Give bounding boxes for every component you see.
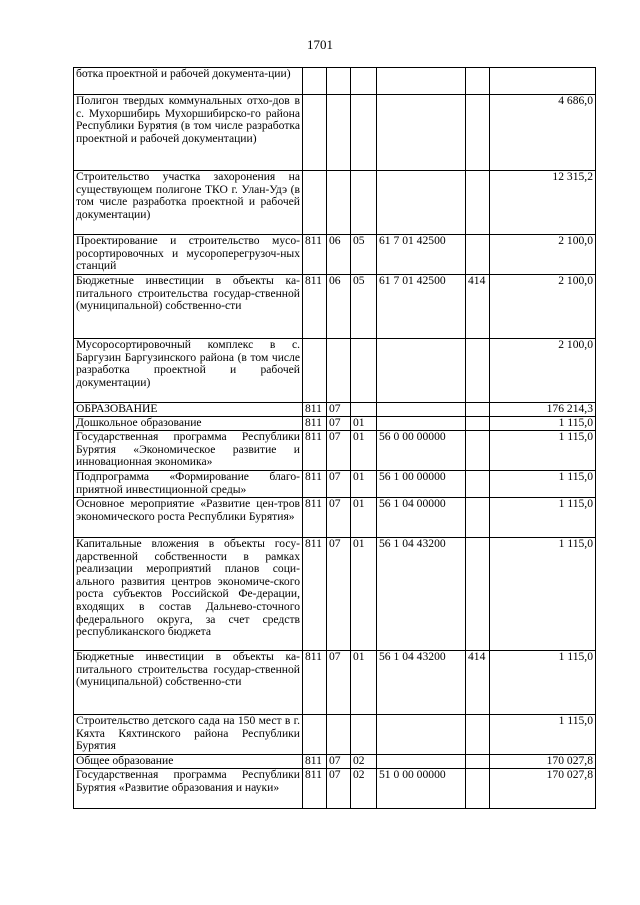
row-target-article: 56 1 00 00000 <box>377 471 466 498</box>
row-amount: 2 100,0 <box>490 339 596 403</box>
row-section <box>327 68 351 95</box>
table-row <box>74 715 596 755</box>
row-expense-type <box>466 755 490 769</box>
row-subsection: 01 <box>351 538 377 651</box>
row-name: Государственная программа Республики Бурятия «Развитие образования и науки» <box>74 769 303 809</box>
row-section <box>327 715 351 755</box>
row-amount: 170 027,8 <box>490 769 596 809</box>
table-row <box>74 235 596 275</box>
row-expense-type <box>466 431 490 471</box>
row-grbs <box>303 95 327 171</box>
row-name: ботка проектной и рабочей документа-ции) <box>74 68 303 95</box>
row-expense-type <box>466 417 490 431</box>
row-grbs: 811 <box>303 235 327 275</box>
table-row <box>74 171 596 235</box>
row-section <box>327 339 351 403</box>
row-section: 07 <box>327 417 351 431</box>
row-grbs: 811 <box>303 498 327 538</box>
row-amount: 1 115,0 <box>490 471 596 498</box>
row-amount: 1 115,0 <box>490 651 596 715</box>
row-grbs: 811 <box>303 769 327 809</box>
row-target-article <box>377 68 466 95</box>
table-row <box>74 755 596 769</box>
row-grbs: 811 <box>303 755 327 769</box>
row-amount: 1 115,0 <box>490 715 596 755</box>
row-target-article <box>377 403 466 417</box>
row-grbs: 811 <box>303 275 327 339</box>
row-subsection <box>351 403 377 417</box>
row-section: 07 <box>327 403 351 417</box>
row-target-article: 56 1 04 00000 <box>377 498 466 538</box>
row-grbs <box>303 339 327 403</box>
table-row <box>74 95 596 171</box>
row-section: 06 <box>327 275 351 339</box>
row-section <box>327 171 351 235</box>
row-name: Строительство детского сада на 150 мест в г. Кяхта Кяхтинского района Республики Бурятия <box>74 715 303 755</box>
row-grbs: 811 <box>303 417 327 431</box>
row-section <box>327 95 351 171</box>
row-section: 06 <box>327 235 351 275</box>
row-subsection: 05 <box>351 275 377 339</box>
row-target-article: 51 0 00 00000 <box>377 769 466 809</box>
table-row <box>74 417 596 431</box>
row-expense-type: 414 <box>466 651 490 715</box>
row-subsection <box>351 339 377 403</box>
row-name: Бюджетные инвестиции в объекты ка-питального строительства государ-ственной (муниципальной) собственно-сти <box>74 275 303 339</box>
table-row <box>74 471 596 498</box>
row-target-article <box>377 715 466 755</box>
row-amount: 2 100,0 <box>490 275 596 339</box>
row-target-article: 56 1 04 43200 <box>377 538 466 651</box>
table-row <box>74 431 596 471</box>
row-section: 07 <box>327 498 351 538</box>
row-section: 07 <box>327 471 351 498</box>
row-section: 07 <box>327 755 351 769</box>
row-target-article: 61 7 01 42500 <box>377 235 466 275</box>
row-amount: 2 100,0 <box>490 235 596 275</box>
row-amount <box>490 68 596 95</box>
row-grbs <box>303 715 327 755</box>
row-subsection <box>351 95 377 171</box>
row-grbs: 811 <box>303 651 327 715</box>
row-target-article <box>377 755 466 769</box>
row-subsection: 02 <box>351 755 377 769</box>
budget-table-body <box>74 68 596 809</box>
row-target-article: 56 0 00 00000 <box>377 431 466 471</box>
row-target-article <box>377 95 466 171</box>
row-section: 07 <box>327 769 351 809</box>
row-subsection: 01 <box>351 471 377 498</box>
table-row <box>74 275 596 339</box>
row-target-article: 61 7 01 42500 <box>377 275 466 339</box>
row-amount: 1 115,0 <box>490 538 596 651</box>
row-name: Основное мероприятие «Развитие цен-тров экономического роста Республики Бурятия» <box>74 498 303 538</box>
row-name: Государственная программа Республики Бурятия «Экономическое развитие и инновационная экономика» <box>74 431 303 471</box>
row-subsection <box>351 715 377 755</box>
table-row <box>74 538 596 651</box>
row-expense-type <box>466 95 490 171</box>
row-expense-type <box>466 68 490 95</box>
row-section: 07 <box>327 431 351 471</box>
row-expense-type <box>466 171 490 235</box>
row-name: Капитальные вложения в объекты госу-дарственной собственности в рамках реализации мероприятий планов соци-ального развития центров экономиче-ского роста субъектов Российской Фе-дерации, входящих в состав Дальнево-сточного федерального округа, за счет средств республиканского бюджета <box>74 538 303 651</box>
row-grbs: 811 <box>303 471 327 498</box>
row-subsection: 01 <box>351 417 377 431</box>
row-expense-type <box>466 498 490 538</box>
row-amount: 4 686,0 <box>490 95 596 171</box>
row-grbs: 811 <box>303 403 327 417</box>
row-subsection <box>351 171 377 235</box>
row-grbs <box>303 171 327 235</box>
row-name: Дошкольное образование <box>74 417 303 431</box>
table-row <box>74 403 596 417</box>
row-expense-type <box>466 538 490 651</box>
row-expense-type <box>466 769 490 809</box>
table-row <box>74 651 596 715</box>
row-expense-type <box>466 235 490 275</box>
row-subsection: 05 <box>351 235 377 275</box>
table-row <box>74 339 596 403</box>
row-target-article: 56 1 04 43200 <box>377 651 466 715</box>
row-grbs <box>303 68 327 95</box>
row-subsection: 01 <box>351 498 377 538</box>
table-row <box>74 68 596 95</box>
row-name: Строительство участка захоронения на существующем полигоне ТКО г. Улан-Удэ (в том числе разработка проектной и рабочей документации) <box>74 171 303 235</box>
row-amount: 176 214,3 <box>490 403 596 417</box>
row-name: Общее образование <box>74 755 303 769</box>
row-name: Полигон твердых коммунальных отхо-дов в с. Мухоршибирь Мухоршибирско-го района Республики Бурятия (в том числе разработка проектной и рабочей документации) <box>74 95 303 171</box>
table-row <box>74 498 596 538</box>
row-expense-type: 414 <box>466 275 490 339</box>
row-subsection: 01 <box>351 651 377 715</box>
row-target-article <box>377 417 466 431</box>
row-grbs: 811 <box>303 538 327 651</box>
row-amount: 1 115,0 <box>490 417 596 431</box>
row-section: 07 <box>327 651 351 715</box>
row-subsection: 02 <box>351 769 377 809</box>
row-expense-type <box>466 339 490 403</box>
page-number: 1701 <box>307 37 333 52</box>
row-name: ОБРАЗОВАНИЕ <box>74 403 303 417</box>
row-amount: 12 315,2 <box>490 171 596 235</box>
row-amount: 1 115,0 <box>490 431 596 471</box>
row-name: Подпрограмма «Формирование благо-приятной инвестиционной среды» <box>74 471 303 498</box>
row-target-article <box>377 171 466 235</box>
row-name: Бюджетные инвестиции в объекты ка-питального строительства государ-ственной (муниципальной) собственно-сти <box>74 651 303 715</box>
row-name: Мусоросортировочный комплекс в с. Баргузин Баргузинского района (в том числе разработка проектной и рабочей документации) <box>74 339 303 403</box>
row-amount: 170 027,8 <box>490 755 596 769</box>
row-grbs: 811 <box>303 431 327 471</box>
table-row <box>74 769 596 809</box>
budget-table <box>73 67 596 809</box>
row-expense-type <box>466 715 490 755</box>
row-expense-type <box>466 403 490 417</box>
row-subsection <box>351 68 377 95</box>
row-expense-type <box>466 471 490 498</box>
row-subsection: 01 <box>351 431 377 471</box>
row-name: Проектирование и строительство мусо-росортировочных и мусороперегрузоч-ных станций <box>74 235 303 275</box>
row-amount: 1 115,0 <box>490 498 596 538</box>
row-section: 07 <box>327 538 351 651</box>
row-target-article <box>377 339 466 403</box>
